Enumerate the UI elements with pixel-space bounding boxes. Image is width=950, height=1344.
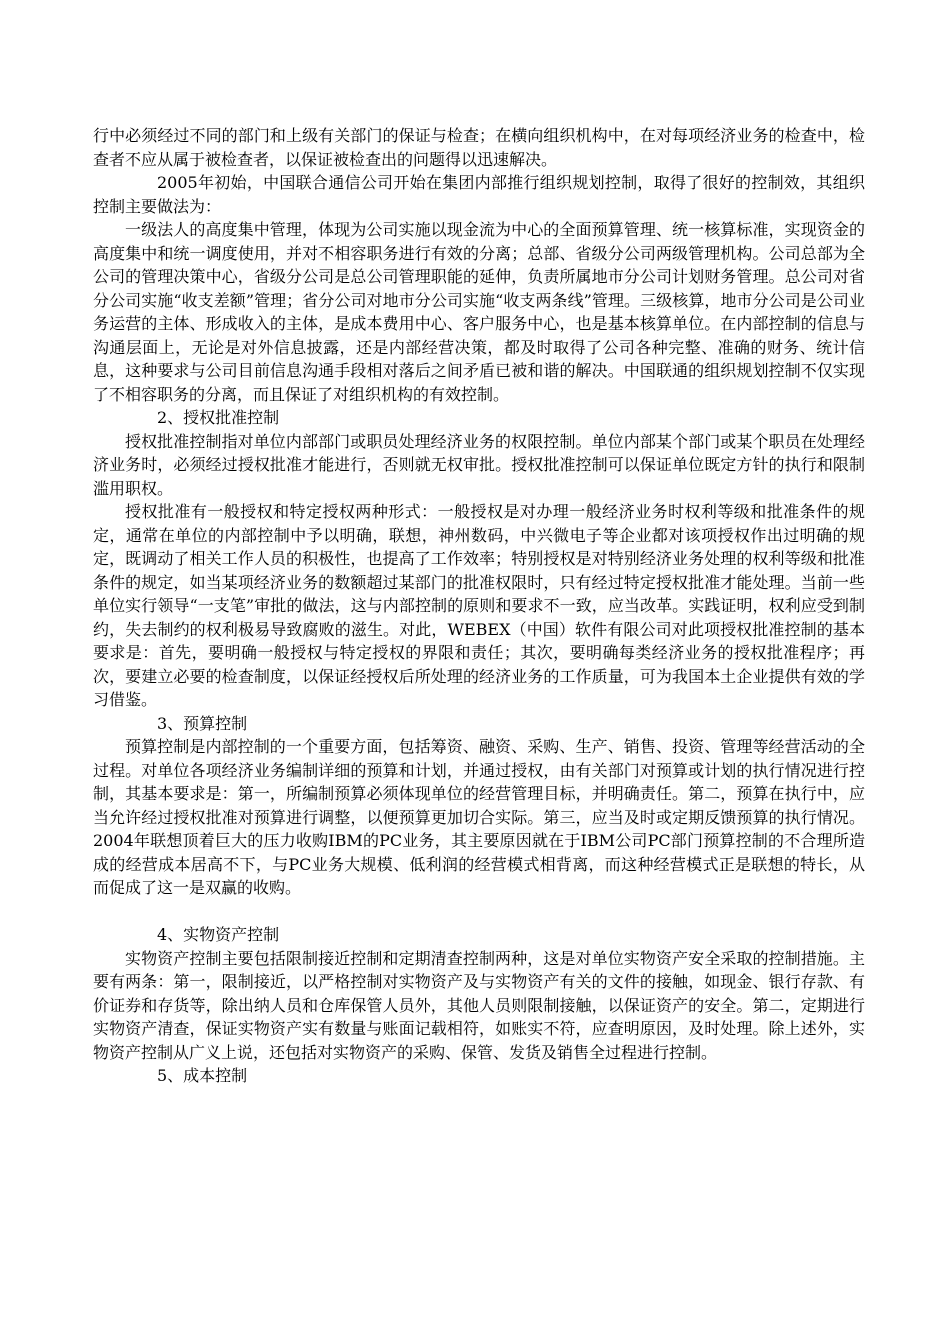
document-body (93, 124, 865, 1088)
paragraph-authorization-definition: 授权批准控制指对单位内部部门或职员处理经济业务的权限控制。单位内部某个部门或某个职员在处理经济业务时，必须经过授权批准才能进行，否则就无权审批。授权批准控制可以保证单位既定方针的执行和限制滥用职权。 (93, 431, 865, 498)
blank-line (93, 900, 865, 924)
section-heading-budget: 3、预算控制 (157, 713, 248, 733)
paragraph-physical-assets: 实物资产控制主要包括限制接近控制和定期清查控制两种，这是对单位实物资产安全采取的控制措施。主要有两条：第一，限制接近，以严格控制对实物资产及与实物资产有关的文件的接触，如现金、银行存款、有价证券和存货等，除出纳人员和仓库保管人员外，其他人员则限制接触，以保证资产的安全。第二，定期进行实物资产清查，保证实物资产实有数量与账面记载相符，如账实不符，应查明原因，及时处理。除上述外，实物资产控制从广义上说，还包括对实物资产的采购、保管、发货及销售全过程进行控制。 (93, 948, 865, 1062)
section-heading-physical-assets: 4、实物资产控制 (157, 925, 280, 944)
paragraph-continued: 行中必须经过不同的部门和上级有关部门的保证与检查；在横向组织机构中，在对每项经济业务的检查中，检查者不应从属于被检查者，以保证被检查出的问题得以迅速解决。 (93, 126, 865, 169)
section-heading-cost-control: 5、成本控制 (157, 1066, 248, 1085)
section-heading-authorization: 2、授权批准控制 (157, 408, 280, 427)
paragraph-unicom-intro: 2005年初始，中国联合通信公司开始在集团内部推行组织规划控制，取得了很好的控制效，其组织控制主要做法为： (93, 173, 865, 216)
paragraph-unicom-detail: 一级法人的高度集中管理，体现为公司实施以现金流为中心的全面预算管理、统一核算标准，实现资金的高度集中和统一调度使用，并对不相容职务进行有效的分离；总部、省级分公司两级管理机构。公司总部为全公司的管理决策中心，省级分公司是总公司管理职能的延伸，负责所属地市分公司计划财务管理。总公司对省分公司实施“收支差额”管理；省分公司对地市分公司实施“收支两条线”管理。三级核算，地市分公司是公司业务运营的主体、形成收入的主体，是成本费用中心、客户服务中心，也是基本核算单位。在内部控制的信息与沟通层面上，无论是对外信息披露，还是内部经营决策，都及时取得了公司各种完整、准确的财务、统计信息，这种要求与公司目前信息沟通手段相对落后之间矛盾已被和谐的解决。中国联通的组织规划控制不仅实现了不相容职务的分离，而且保证了对组织机构的有效控制。 (93, 220, 865, 404)
paragraph-authorization-forms: 授权批准有一般授权和特定授权两种形式：一般授权是对办理一般经济业务时权利等级和批准条件的规定，通常在单位的内部控制中予以明确，联想，神州数码，中兴微电子等企业都对该项授权作出过明确的规定，既调动了相关工作人员的积极性，也提高了工作效率；特别授权是对特别经济业务处理的权利等级和批准条件的规定，如当某项经济业务的数额超过某部门的批准权限时，只有经过特定授权批准才能处理。当前一些单位实行领导“一支笔”审批的做法，这与内部控制的原则和要求不一致，应当改革。实践证明，权利应受到制约，失去制约的权利极易导致腐败的滋生。对此，WEBEX（中国）软件有限公司对此项授权批准控制的基本要求是：首先，要明确一般授权与特定授权的界限和责任；其次，要明确每类经济业务的授权批准程序；再次，要建立必要的检查制度，以保证经授权后所处理的经济业务的工作质量，可为我国本土企业提供有效的学习借鉴。 (93, 502, 865, 709)
paragraph-budget-control: 预算控制是内部控制的一个重要方面，包括筹资、融资、采购、生产、销售、投资、管理等经营活动的全过程。对单位各项经济业务编制详细的预算和计划，并通过授权，由有关部门对预算或计划的执行情况进行控制，其基本要求是：第一，所编制预算必须体现单位的经营管理目标，并明确责任。第二，预算在执行中，应当允许经过授权批准对预算进行调整，以便预算更加切合实际。第三，应当及时或定期反馈预算的执行情况。2004年联想顶着巨大的压力收购IBM的PC业务，其主要原因就在于IBM公司PC部门预算控制的不合理所造成的经营成本居高不下，与PC业务大规模、低利润的经营模式相背离，而这种经营模式正是联想的特长，从而促成了这一是双赢的收购。 (93, 737, 865, 897)
